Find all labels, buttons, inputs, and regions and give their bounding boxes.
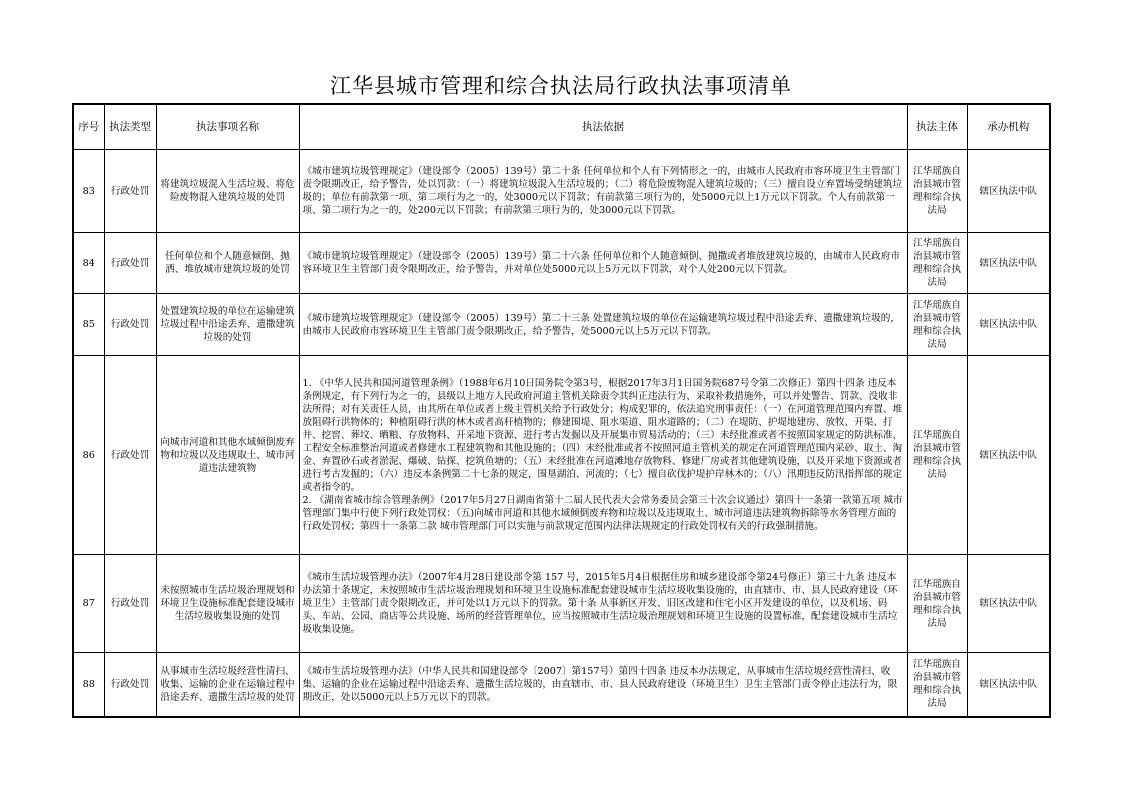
row-subject: 江华瑶族自治县城市管理和综合执法局 <box>907 150 967 233</box>
header-type: 执法类型 <box>104 104 156 150</box>
row-type: 行政处罚 <box>104 233 156 294</box>
row-no: 88 <box>73 653 104 717</box>
row-name: 未按照城市生活垃圾治理规划和环境卫生设施标准配套建设城市生活垃圾收集设施的处罚 <box>156 555 299 653</box>
row-basis: 《城市建筑垃圾管理规定》（建设部令（2005）139号）第二十三条 处置建筑垃圾的单位在运输建筑垃圾过程中沿途丢弃、遗撒建筑垃圾的，由城市人民政府市容环境卫生主管部门责令限期改正，给予警告，处5000元以上5万元以下罚款。 <box>299 294 907 356</box>
row-name: 任何单位和个人随意倾倒、抛洒、堆放城市建筑垃圾的处罚 <box>156 233 299 294</box>
row-subject: 江华瑶族自治县城市管理和综合执法局 <box>907 653 967 717</box>
header-no: 序号 <box>73 104 104 150</box>
row-basis: 《城市建筑垃圾管理规定》（建设部令（2005）139号）第二十条 任何单位和个人有下列情形之一的，由城市人民政府市容环境卫生主管部门责令限期改正，给予警告，处以罚款：（一）将建筑垃圾混入生活垃圾的；（二）将危险废物混入建筑垃圾的；（三）擅自设立弃置场受纳建筑垃圾的；单位有前款第一项、第二项行为之一的，处3000元以下罚款；有前款第三项行为的，处5000元以上1万元以下罚款。个人有前款第一项、第二项行为之一的，处200元以下罚款；有前款第三项行为的，处3000元以下罚款。 <box>299 150 907 233</box>
row-subject: 江华瑶族自治县城市管理和综合执法局 <box>907 555 967 653</box>
row-basis: 《城市生活垃圾管理办法》（2007年4月28日建设部令第 157 号，2015年5月4日根据住房和城乡建设部令第24号修正）第三十九条 违反本办法第十条规定，未按照城市生活垃圾治理规划和环境卫生设施标准配套建设城市生活垃圾收集设施的，由直辖市、市、县人民政府建设（环境卫生）主管部门责令限期改正，并可处以1万元以下的罚款。第十条 从事新区开发、旧区改建和住宅小区开发建设的单位，以及机场、码头、车站、公园、商店等公共设施、场所的经营管理单位，应当按照城市生活垃圾治理规划和环境卫生设施的设置标准，配套建设城市生活垃圾收集设施。 <box>299 555 907 653</box>
header-name: 执法事项名称 <box>156 104 299 150</box>
row-no: 83 <box>73 150 104 233</box>
table-header-row <box>73 104 1050 150</box>
row-basis: 1. 《中华人民共和国河道管理条例》（1988年6月10日国务院令第3号，根据2017年3月1日国务院687号令第二次修正）第四十四条 违反本条例规定，有下列行为之一的，县级以上地方人民政府河道主管机关除责令其纠正违法行为、采取补救措施外，可以并处警告、罚款、没收非法所得；对有关责任人员，由其所在单位或者上级主管机关给予行政处分；构成犯罪的，依法追究刑事责任：（一）在河道管理范围内弃置、堆放阻碍行洪物体的；种植阻碍行洪的林木或者高秆植物的；修建围堤、阻水渠道、阻水道路的；（二）在堤防、护堤地建房、放牧、开渠、打井、挖窖、葬坟、晒粮、存放物料、开采地下资源、进行考古发掘以及开展集市贸易活动的；（三）未经批准或者不按照国家规定的防洪标准、工程安全标准整治河道或者修建水工程建筑物和其他设施的；（四）未经批准或者不按照河道主管机关的规定在河道管理范围内采砂、取土、淘金、弃置砂石或者淤泥、爆破、钻探、挖筑鱼塘的；（五）未经批准在河道滩地存放物料、修建厂房或者其他建筑设施，以及开采地下资源或者进行考古发掘的；（六）违反本条例第二十七条的规定，围垦湖泊、河流的；（七）擅自砍伐护堤护岸林木的；（八）汛期违反防汛指挥部的规定或者指令的。 2. 《湖南省城市综合管理条例》（2017年5月27日湖南省第十二届人民代表大会常务委员会第三十次会议通过）第四十一条第一款第五项 城市管理部门集中行使下列行政处罚权：（五)向城市河道和其他水域倾倒废弃物和垃圾以及违规取土、城市河道违法建筑物拆除等水务管理方面的行政处罚权；第四十一条第二款 城市管理部门可以实施与前款规定范围内法律法规规定的行政处罚权有关的行政强制措施。 <box>299 356 907 555</box>
table-row <box>73 233 1050 294</box>
row-name: 处置建筑垃圾的单位在运输建筑垃圾过程中沿途丢弃、遗撒建筑垃圾的处罚 <box>156 294 299 356</box>
row-unit: 辖区执法中队 <box>967 233 1050 294</box>
header-subject: 执法主体 <box>907 104 967 150</box>
row-type: 行政处罚 <box>104 555 156 653</box>
row-basis: 《城市建筑垃圾管理规定》（建设部令（2005）139号）第二十六条 任何单位和个人随意倾倒、抛撒或者堆放建筑垃圾的，由城市人民政府市容环境卫生主管部门责令限期改正，给予警告，并对单位处5000元以上5万元以下罚款，对个人处200元以下罚款。 <box>299 233 907 294</box>
row-unit: 辖区执法中队 <box>967 555 1050 653</box>
enforcement-table <box>72 103 1051 718</box>
row-name: 将建筑垃圾混入生活垃圾、将危险废物混入建筑垃圾的处罚 <box>156 150 299 233</box>
table-row <box>73 653 1050 717</box>
row-basis: 《城市生活垃圾管理办法》（中华人民共和国建设部令〔2007〕第157号）第四十四条 违反本办法规定，从事城市生活垃圾经营性清扫、收集、运输的企业在运输过程中沿途丢弃、遗撒生活垃圾的，由直辖市、市、县人民政府建设（环境卫生）卫生主管部门责令停止违法行为，限期改正，处以5000元以上5万元以下的罚款。 <box>299 653 907 717</box>
page-title: 江华县城市管理和综合执法局行政执法事项清单 <box>330 74 792 98</box>
row-type: 行政处罚 <box>104 294 156 356</box>
header-basis: 执法依据 <box>299 104 907 150</box>
table-row <box>73 294 1050 356</box>
row-no: 85 <box>73 294 104 356</box>
row-unit: 辖区执法中队 <box>967 653 1050 717</box>
row-subject: 江华瑶族自治县城市管理和综合执法局 <box>907 294 967 356</box>
header-unit: 承办机构 <box>967 104 1050 150</box>
row-type: 行政处罚 <box>104 356 156 555</box>
row-subject: 江华瑶族自治县城市管理和综合执法局 <box>907 356 967 555</box>
row-unit: 辖区执法中队 <box>967 150 1050 233</box>
row-unit: 辖区执法中队 <box>967 356 1050 555</box>
row-name: 向城市河道和其他水域倾倒废弃物和垃圾以及违规取土、城市河道违法建筑物 <box>156 356 299 555</box>
row-no: 84 <box>73 233 104 294</box>
row-unit: 辖区执法中队 <box>967 294 1050 356</box>
row-type: 行政处罚 <box>104 150 156 233</box>
table-row <box>73 150 1050 233</box>
table-row <box>73 555 1050 653</box>
row-subject: 江华瑶族自治县城市管理和综合执法局 <box>907 233 967 294</box>
row-name: 从事城市生活垃圾经营性清扫、收集、运输的企业在运输过程中沿途丢弃、遗撒生活垃圾的处罚 <box>156 653 299 717</box>
row-no: 87 <box>73 555 104 653</box>
row-no: 86 <box>73 356 104 555</box>
table-row <box>73 356 1050 555</box>
row-type: 行政处罚 <box>104 653 156 717</box>
